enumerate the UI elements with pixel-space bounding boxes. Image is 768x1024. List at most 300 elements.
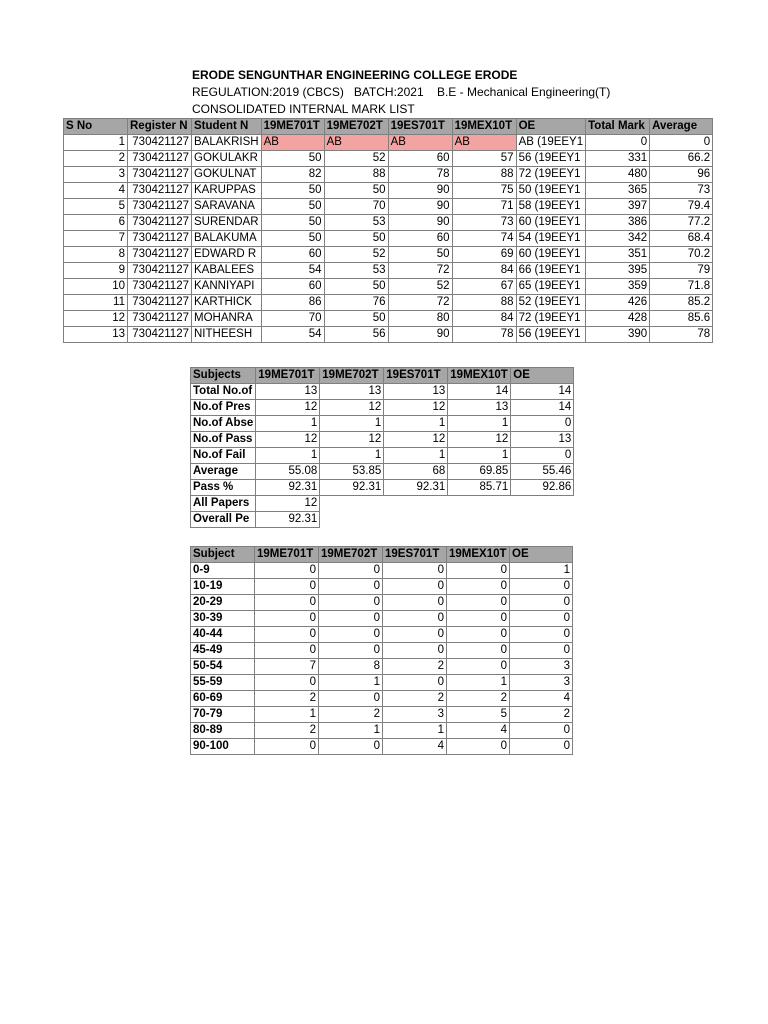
summary-column-header: OE	[511, 368, 574, 384]
mark-list-cell: 72 (19EEY1	[516, 311, 586, 327]
mark-list-cell: 60 (19EEY1	[516, 247, 586, 263]
mark-list-table	[63, 118, 713, 343]
distribution-cell: 1	[319, 723, 383, 739]
subject-summary-table	[190, 367, 574, 528]
mark-list-cell: 84	[452, 263, 516, 279]
mark-list-column-header: OE	[516, 119, 586, 135]
mark-list-cell: 78	[650, 327, 713, 343]
summary-row	[191, 464, 574, 480]
summary-row	[191, 512, 574, 528]
mark-list-cell: 57	[452, 151, 516, 167]
mark-list-cell: 54 (19EEY1	[516, 231, 586, 247]
mark-list-cell: 395	[586, 263, 650, 279]
summary-cell: 12	[384, 432, 448, 448]
mark-list-cell: GOKULAKR	[192, 151, 262, 167]
mark-list-cell: 359	[586, 279, 650, 295]
distribution-cell: 0	[255, 627, 319, 643]
distribution-cell: 2	[255, 691, 319, 707]
distribution-row	[191, 723, 573, 739]
distribution-cell: 0	[319, 627, 383, 643]
mark-list-cell: 79	[650, 263, 713, 279]
mark-list-cell: 56 (19EEY1	[516, 151, 586, 167]
mark-list-cell: 78	[452, 327, 516, 343]
distribution-cell: 0	[383, 563, 447, 579]
mark-list-cell: 73	[650, 183, 713, 199]
mark-list-column-header: 19ME702T	[324, 119, 388, 135]
distribution-cell: 0	[383, 627, 447, 643]
summary-cell: 1	[320, 416, 384, 432]
mark-list-cell: 54	[261, 327, 324, 343]
distribution-cell: 2	[447, 691, 510, 707]
mark-list-cell: 52	[324, 247, 388, 263]
mark-list-row	[64, 327, 713, 343]
distribution-cell: 55-59	[191, 675, 255, 691]
mark-list-cell: 90	[388, 327, 452, 343]
distribution-cell: 0	[255, 739, 319, 755]
summary-cell: No.of Pass	[191, 432, 256, 448]
mark-list-cell: SURENDAR	[192, 215, 262, 231]
mark-list-cell: AB	[324, 135, 388, 151]
distribution-cell: 20-29	[191, 595, 255, 611]
distribution-cell: 1	[447, 675, 510, 691]
summary-cell: 14	[511, 400, 574, 416]
distribution-row	[191, 739, 573, 755]
mark-list-cell: 730421127	[128, 215, 192, 231]
mark-list-cell: 5	[64, 199, 128, 215]
distribution-cell: 1	[255, 707, 319, 723]
summary-cell: Average	[191, 464, 256, 480]
summary-cell: 55.08	[256, 464, 320, 480]
mark-list-cell: 342	[586, 231, 650, 247]
mark-list-cell: 50	[261, 215, 324, 231]
mark-list-cell: 79.4	[650, 199, 713, 215]
mark-list-cell: 77.2	[650, 215, 713, 231]
mark-list-cell: 72	[388, 263, 452, 279]
distribution-cell: 4	[447, 723, 510, 739]
mark-list-cell: 60	[261, 247, 324, 263]
mark-list-cell: 67	[452, 279, 516, 295]
mark-list-cell: 50	[324, 231, 388, 247]
mark-list-cell: SARAVANA	[192, 199, 262, 215]
mark-list-cell: 82	[261, 167, 324, 183]
summary-cell: 92.31	[320, 480, 384, 496]
mark-list-cell: 74	[452, 231, 516, 247]
mark-list-cell: 96	[650, 167, 713, 183]
mark-list-column-header: 19MEX10T	[452, 119, 516, 135]
distribution-row	[191, 675, 573, 691]
regulation-line: REGULATION:2019 (CBCS) BATCH:2021 B.E - Mechanical Engineering(T)	[192, 85, 611, 99]
mark-list-cell: 52	[324, 151, 388, 167]
mark-list-cell: EDWARD R	[192, 247, 262, 263]
summary-cell: 92.31	[256, 480, 320, 496]
mark-list-row	[64, 263, 713, 279]
summary-cell: 1	[384, 448, 448, 464]
distribution-cell: 0	[510, 579, 573, 595]
mark-list-cell: 50	[261, 183, 324, 199]
mark-list-cell: 72 (19EEY1	[516, 167, 586, 183]
distribution-cell: 0	[383, 611, 447, 627]
summary-cell: 12	[256, 432, 320, 448]
summary-cell: 1	[448, 448, 511, 464]
mark-list-cell: 88	[452, 295, 516, 311]
mark-list-cell: 730421127	[128, 151, 192, 167]
mark-list-row	[64, 295, 713, 311]
mark-list-cell: 3	[64, 167, 128, 183]
distribution-row	[191, 563, 573, 579]
mark-list-cell: 386	[586, 215, 650, 231]
mark-list-cell: 68.4	[650, 231, 713, 247]
mark-list-cell: 86	[261, 295, 324, 311]
mark-list-cell: 730421127	[128, 199, 192, 215]
distribution-column-header: Subject	[191, 547, 255, 563]
mark-list-column-header: Total Mark	[586, 119, 650, 135]
distribution-cell: 2	[510, 707, 573, 723]
distribution-cell: 0-9	[191, 563, 255, 579]
mark-list-cell: 1	[64, 135, 128, 151]
summary-cell: 13	[448, 400, 511, 416]
mark-list-cell: 365	[586, 183, 650, 199]
mark-list-cell: 78	[388, 167, 452, 183]
mark-list-cell: 0	[586, 135, 650, 151]
distribution-cell: 0	[447, 643, 510, 659]
distribution-row	[191, 659, 573, 675]
mark-list-cell: 66 (19EEY1	[516, 263, 586, 279]
summary-cell: 12	[320, 400, 384, 416]
distribution-cell: 80-89	[191, 723, 255, 739]
mark-list-cell: 4	[64, 183, 128, 199]
mark-list-cell: 71	[452, 199, 516, 215]
mark-list-cell: 76	[324, 295, 388, 311]
mark-list-cell: 53	[324, 263, 388, 279]
mark-list-cell: 52 (19EEY1	[516, 295, 586, 311]
mark-list-column-header: 19ES701T	[388, 119, 452, 135]
distribution-cell: 7	[255, 659, 319, 675]
distribution-cell: 0	[383, 675, 447, 691]
mark-list-cell: 85.2	[650, 295, 713, 311]
distribution-cell: 2	[319, 707, 383, 723]
summary-column-header: 19ME701T	[256, 368, 320, 384]
distribution-cell: 0	[447, 627, 510, 643]
mark-list-cell: AB	[261, 135, 324, 151]
distribution-cell: 4	[510, 691, 573, 707]
mark-list-cell: 90	[388, 199, 452, 215]
mark-list-cell: 11	[64, 295, 128, 311]
document-title: CONSOLIDATED INTERNAL MARK LIST	[192, 102, 415, 116]
distribution-column-header: OE	[510, 547, 573, 563]
mark-list-cell: 60	[261, 279, 324, 295]
mark-list-cell: 426	[586, 295, 650, 311]
summary-cell: 14	[511, 384, 574, 400]
distribution-row	[191, 643, 573, 659]
mark-list-cell: KARTHICK	[192, 295, 262, 311]
mark-list-row	[64, 279, 713, 295]
summary-row	[191, 384, 574, 400]
mark-list-header-row	[64, 119, 713, 135]
mark-list-cell: 730421127	[128, 295, 192, 311]
distribution-cell: 1	[319, 675, 383, 691]
mark-list-cell: 0	[650, 135, 713, 151]
mark-list-cell: 13	[64, 327, 128, 343]
distribution-cell: 0	[255, 579, 319, 595]
mark-list-cell: 10	[64, 279, 128, 295]
summary-cell: 13	[256, 384, 320, 400]
distribution-cell: 0	[319, 563, 383, 579]
mark-list-cell: 2	[64, 151, 128, 167]
distribution-cell: 5	[447, 707, 510, 723]
distribution-cell: 3	[383, 707, 447, 723]
mark-list-cell: KARUPPAS	[192, 183, 262, 199]
summary-cell: 69.85	[448, 464, 511, 480]
distribution-cell: 0	[383, 643, 447, 659]
distribution-cell: 0	[510, 739, 573, 755]
distribution-cell: 0	[319, 691, 383, 707]
mark-list-cell: 60	[388, 231, 452, 247]
mark-list-cell: BALAKUMA	[192, 231, 262, 247]
summary-cell: 0	[511, 416, 574, 432]
mark-list-cell: 58 (19EEY1	[516, 199, 586, 215]
mark-list-cell: 50 (19EEY1	[516, 183, 586, 199]
distribution-cell: 0	[510, 627, 573, 643]
summary-cell: No.of Fail	[191, 448, 256, 464]
distribution-cell: 0	[319, 611, 383, 627]
distribution-cell: 3	[510, 675, 573, 691]
distribution-cell: 0	[447, 595, 510, 611]
distribution-cell: 0	[510, 611, 573, 627]
distribution-column-header: 19MEX10T	[447, 547, 510, 563]
mark-list-cell: 90	[388, 215, 452, 231]
mark-list-cell: 50	[324, 311, 388, 327]
mark-list-cell: 70	[324, 199, 388, 215]
mark-list-cell: 69	[452, 247, 516, 263]
summary-cell: 92.31	[384, 480, 448, 496]
mark-list-row	[64, 311, 713, 327]
distribution-cell: 50-54	[191, 659, 255, 675]
mark-list-cell: BALAKRISH	[192, 135, 262, 151]
mark-list-cell: 12	[64, 311, 128, 327]
summary-cell: 92.86	[511, 480, 574, 496]
mark-list-cell: AB	[452, 135, 516, 151]
mark-list-cell: AB (19EEY1	[516, 135, 586, 151]
summary-cell: 12	[256, 400, 320, 416]
mark-list-cell: MOHANRA	[192, 311, 262, 327]
distribution-cell: 45-49	[191, 643, 255, 659]
distribution-header-row	[191, 547, 573, 563]
distribution-row	[191, 579, 573, 595]
distribution-cell: 0	[319, 595, 383, 611]
distribution-row	[191, 707, 573, 723]
distribution-cell: 0	[255, 675, 319, 691]
summary-cell: 1	[320, 448, 384, 464]
summary-cell: Pass %	[191, 480, 256, 496]
summary-cell: 68	[384, 464, 448, 480]
mark-list-cell: 56	[324, 327, 388, 343]
summary-cell: Total No.of	[191, 384, 256, 400]
distribution-cell: 0	[510, 595, 573, 611]
mark-list-cell: 60 (19EEY1	[516, 215, 586, 231]
distribution-row	[191, 595, 573, 611]
summary-cell: Overall Pe	[191, 512, 256, 528]
mark-list-cell: 50	[261, 199, 324, 215]
mark-list-cell: 90	[388, 183, 452, 199]
distribution-cell: 0	[319, 579, 383, 595]
summary-cell: 55.46	[511, 464, 574, 480]
mark-list-row	[64, 151, 713, 167]
mark-list-cell: 52	[388, 279, 452, 295]
distribution-cell: 0	[255, 611, 319, 627]
mark-list-cell: 351	[586, 247, 650, 263]
distribution-cell: 2	[383, 691, 447, 707]
mark-list-cell: 88	[452, 167, 516, 183]
distribution-cell: 8	[319, 659, 383, 675]
mark-list-cell: 71.8	[650, 279, 713, 295]
mark-list-cell: 50	[261, 231, 324, 247]
distribution-cell: 2	[383, 659, 447, 675]
mark-list-row	[64, 199, 713, 215]
mark-list-cell: 65 (19EEY1	[516, 279, 586, 295]
summary-cell: 85.71	[448, 480, 511, 496]
distribution-cell: 1	[383, 723, 447, 739]
distribution-cell: 70-79	[191, 707, 255, 723]
mark-list-column-header: S No	[64, 119, 128, 135]
summary-cell: 92.31	[256, 512, 320, 528]
distribution-cell: 0	[383, 579, 447, 595]
distribution-row	[191, 627, 573, 643]
mark-list-cell: 730421127	[128, 135, 192, 151]
distribution-cell: 0	[510, 643, 573, 659]
mark-list-row	[64, 231, 713, 247]
college-name: ERODE SENGUNTHAR ENGINEERING COLLEGE ERODE	[192, 68, 518, 82]
summary-column-header: 19MEX10T	[448, 368, 511, 384]
mark-list-cell: KANNIYAPI	[192, 279, 262, 295]
summary-column-header: Subjects	[191, 368, 256, 384]
mark-list-cell: 50	[324, 183, 388, 199]
mark-list-row	[64, 167, 713, 183]
mark-list-cell: 730421127	[128, 183, 192, 199]
summary-row	[191, 448, 574, 464]
distribution-cell: 60-69	[191, 691, 255, 707]
mark-list-cell: 50	[261, 151, 324, 167]
document-header	[192, 67, 610, 118]
mark-list-row	[64, 135, 713, 151]
summary-row	[191, 416, 574, 432]
mark-list-cell: 50	[388, 247, 452, 263]
distribution-cell: 0	[510, 723, 573, 739]
distribution-cell: 0	[255, 595, 319, 611]
summary-column-header: 19ME702T	[320, 368, 384, 384]
distribution-row	[191, 691, 573, 707]
mark-list-cell: 70.2	[650, 247, 713, 263]
mark-list-cell: 730421127	[128, 311, 192, 327]
mark-list-cell: 60	[388, 151, 452, 167]
summary-cell: All Papers	[191, 496, 256, 512]
summary-cell: 1	[256, 448, 320, 464]
distribution-cell: 0	[383, 595, 447, 611]
mark-list-cell: 480	[586, 167, 650, 183]
summary-cell: 1	[256, 416, 320, 432]
mark-list-cell: 66.2	[650, 151, 713, 167]
summary-cell: 12	[320, 432, 384, 448]
summary-cell: No.of Abse	[191, 416, 256, 432]
summary-row	[191, 400, 574, 416]
distribution-cell: 0	[447, 611, 510, 627]
summary-cell: 53.85	[320, 464, 384, 480]
distribution-cell: 30-39	[191, 611, 255, 627]
distribution-column-header: 19ES701T	[383, 547, 447, 563]
mark-list-column-header: Average	[650, 119, 713, 135]
mark-list-cell: 8	[64, 247, 128, 263]
distribution-cell: 10-19	[191, 579, 255, 595]
distribution-cell: 0	[447, 739, 510, 755]
summary-cell: 1	[448, 416, 511, 432]
mark-list-cell: 50	[324, 279, 388, 295]
distribution-column-header: 19ME702T	[319, 547, 383, 563]
mark-list-cell: 730421127	[128, 167, 192, 183]
mark-list-cell: 84	[452, 311, 516, 327]
mark-distribution-table	[190, 546, 573, 755]
mark-list-cell: 75	[452, 183, 516, 199]
summary-row	[191, 432, 574, 448]
distribution-cell: 0	[447, 563, 510, 579]
mark-list-row	[64, 247, 713, 263]
summary-cell: 13	[511, 432, 574, 448]
mark-list-cell: 730421127	[128, 231, 192, 247]
mark-list-cell: KABALEES	[192, 263, 262, 279]
summary-cell: 13	[320, 384, 384, 400]
mark-list-cell: 730421127	[128, 263, 192, 279]
summary-cell: No.of Pres	[191, 400, 256, 416]
mark-list-cell: 70	[261, 311, 324, 327]
mark-list-cell: 72	[388, 295, 452, 311]
distribution-cell: 0	[319, 643, 383, 659]
mark-list-cell: 730421127	[128, 327, 192, 343]
mark-list-cell: 6	[64, 215, 128, 231]
summary-row	[191, 496, 574, 512]
mark-list-cell: 85.6	[650, 311, 713, 327]
distribution-cell: 0	[255, 643, 319, 659]
summary-cell: 13	[384, 384, 448, 400]
distribution-cell: 0	[447, 579, 510, 595]
distribution-cell: 40-44	[191, 627, 255, 643]
mark-list-cell: 53	[324, 215, 388, 231]
mark-list-cell: AB	[388, 135, 452, 151]
distribution-cell: 3	[510, 659, 573, 675]
mark-list-cell: 80	[388, 311, 452, 327]
summary-column-header: 19ES701T	[384, 368, 448, 384]
mark-list-column-header: Register N	[128, 119, 192, 135]
mark-list-cell: 73	[452, 215, 516, 231]
distribution-cell: 90-100	[191, 739, 255, 755]
distribution-cell: 2	[255, 723, 319, 739]
mark-list-column-header: Student N	[192, 119, 262, 135]
mark-list-column-header: 19ME701T	[261, 119, 324, 135]
mark-list-cell: 331	[586, 151, 650, 167]
mark-list-cell: 9	[64, 263, 128, 279]
distribution-cell: 4	[383, 739, 447, 755]
mark-list-cell: NITHEESH	[192, 327, 262, 343]
distribution-cell: 1	[510, 563, 573, 579]
distribution-row	[191, 611, 573, 627]
mark-list-cell: 56 (19EEY1	[516, 327, 586, 343]
mark-list-cell: 88	[324, 167, 388, 183]
mark-list-row	[64, 183, 713, 199]
mark-list-cell: 730421127	[128, 247, 192, 263]
summary-header-row	[191, 368, 574, 384]
distribution-cell: 0	[319, 739, 383, 755]
summary-cell: 14	[448, 384, 511, 400]
mark-list-cell: 730421127	[128, 279, 192, 295]
distribution-cell: 0	[447, 659, 510, 675]
mark-list-row	[64, 215, 713, 231]
